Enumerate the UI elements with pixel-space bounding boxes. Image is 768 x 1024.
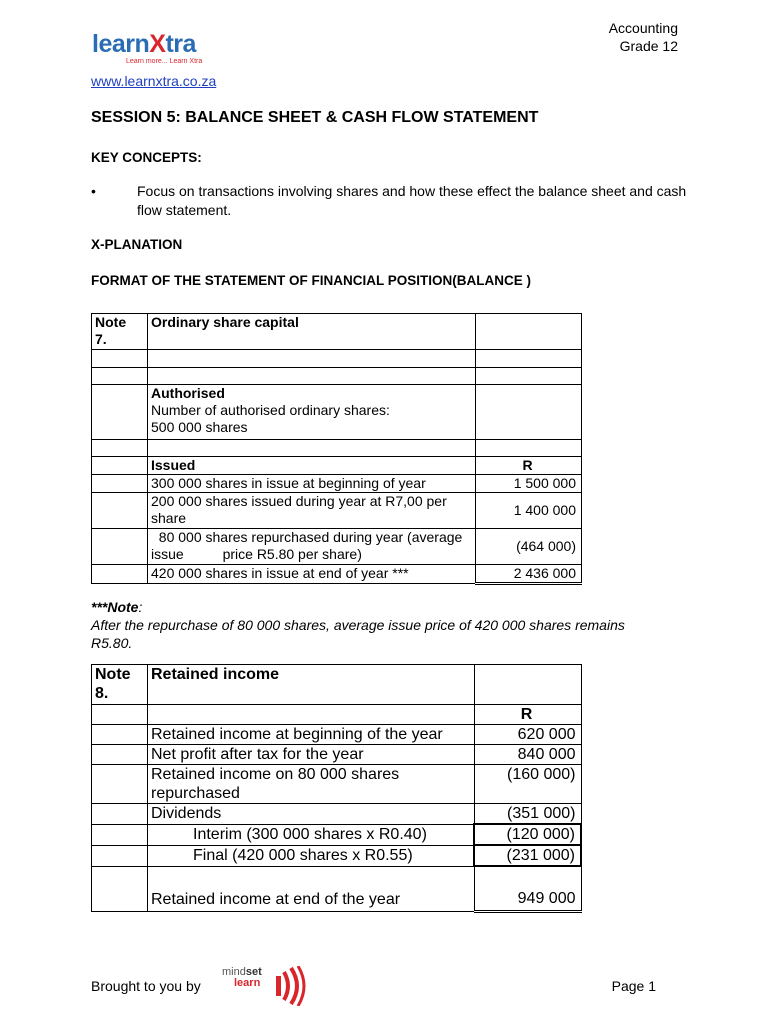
authorised-label: Authorised [151,385,225,401]
empty-cell [92,457,148,475]
website-link[interactable]: www.learnxtra.co.za [91,73,217,89]
table-row [92,866,582,911]
currency-label: R [476,457,582,475]
row-amount: (464 000) [476,529,582,565]
logo-tagline: Learn more... Learn Xtra [126,58,203,65]
empty-cell [92,493,148,529]
table-row [92,368,582,385]
table-row [92,745,582,765]
mindset-mind: mind [222,966,246,978]
table-row [92,493,582,529]
empty-cell [92,824,148,845]
total-amount: 949 000 [474,866,581,911]
empty-cell [92,725,148,745]
row-description: Final (420 000 shares x R0.55) [148,845,475,866]
header-subject-grade [609,19,678,55]
row-description: 80 000 shares repurchased during year (average issue price R5.80 per share) [148,529,476,565]
row-description: Dividends [148,804,475,825]
empty-cell [92,765,148,804]
learnxtra-logo [92,30,202,66]
mindset-set: set [245,966,262,978]
note-cell [92,314,148,350]
table-row [92,705,582,725]
row-amount: 620 000 [474,725,581,745]
empty-cell [92,804,148,825]
total-description: Retained income at end of the year [148,866,475,911]
table-row [92,725,582,745]
page-number: Page 1 [611,978,656,994]
retained-income-table [91,664,582,913]
note-text: After the repurchase of 80 000 shares, average issue price of 420 000 shares remains R5.80. [91,617,625,651]
row-description: Retained income at beginning of the year [148,725,475,745]
mindset-learn: learn [234,977,261,989]
row-description: 420 000 shares in issue at end of year *** [148,565,476,584]
table-row [92,565,582,584]
note-number: 8. [95,685,109,702]
empty-cell [92,529,148,565]
xplanation-heading: X-PLANATION [91,237,183,252]
empty-cell [92,350,148,368]
mindset-learn-logo [222,967,262,989]
row-amount: (351 000) [474,804,581,825]
table-row [92,385,582,440]
empty-cell [476,314,582,350]
row-amount: 840 000 [474,745,581,765]
authorised-cell [148,385,476,440]
empty-cell [476,385,582,440]
table-row [92,665,582,705]
table-heading: Ordinary share capital [148,314,476,350]
empty-cell [476,440,582,457]
empty-cell [92,565,148,584]
note-colon: : [138,599,143,615]
empty-cell [92,368,148,385]
empty-cell [148,705,475,725]
row-amount: (160 000) [474,765,581,804]
brought-to-you-by: Brought to you by [91,978,201,994]
page-title: SESSION 5: BALANCE SHEET & CASH FLOW STATEMENT [91,109,539,126]
empty-cell [92,475,148,493]
table-row [92,765,582,804]
note-label: Note [95,314,127,330]
bullet-marker: • [91,183,96,199]
table-row [92,440,582,457]
row-amount: (120 000) [474,824,581,845]
note-number: 7. [95,331,107,347]
row-description: Retained income on 80 000 shares repurchased [148,765,475,804]
table-row [92,804,582,825]
key-concepts-heading: KEY CONCEPTS: [91,150,202,165]
row-description: 300 000 shares in issue at beginning of year [148,475,476,493]
empty-cell [148,440,476,457]
row-description: Net profit after tax for the year [148,745,475,765]
mindset-waves-icon [276,966,308,1006]
table-row [92,457,582,475]
bullet-text: Focus on transactions involving shares and how these effect the balance sheet and cash flow statement. [137,183,687,218]
row-description: Interim (300 000 shares x R0.40) [148,824,475,845]
format-heading: FORMAT OF THE STATEMENT OF FINANCIAL POSITION(BALANCE ) [91,273,531,288]
note-label: ***Note [91,599,139,615]
table-row [92,475,582,493]
empty-cell [148,368,476,385]
currency-label: R [474,705,581,725]
logo-learn: learn [92,30,150,58]
empty-cell [92,440,148,457]
row-amount: 1 500 000 [476,475,582,493]
row-description: 200 000 shares issued during year at R7,00 per share [148,493,476,529]
empty-cell [92,705,148,725]
empty-cell [92,385,148,440]
row-amount: (231 000) [474,845,581,866]
empty-cell [92,866,148,911]
repurchase-note [91,598,651,652]
empty-cell [476,368,582,385]
empty-cell [92,745,148,765]
table-heading: Retained income [148,665,475,705]
row-amount: 1 400 000 [476,493,582,529]
table-row [92,824,582,845]
table-row [92,314,582,350]
subject-label: Accounting [608,20,678,36]
authorised-line: 500 000 shares [151,419,248,435]
share-capital-table [91,313,582,585]
authorised-line: Number of authorised ordinary shares: [151,402,390,418]
row-amount-total: 2 436 000 [476,565,582,584]
empty-cell [92,845,148,866]
empty-cell [476,350,582,368]
logo-tra: tra [165,30,196,58]
table-row [92,845,582,866]
empty-cell [474,665,581,705]
issued-label: Issued [148,457,476,475]
table-row [92,529,582,565]
note-cell [92,665,148,705]
grade-label: Grade 12 [619,38,678,54]
logo-x: X [149,30,166,58]
note-label: Note [95,666,131,683]
table-row [92,350,582,368]
empty-cell [148,350,476,368]
